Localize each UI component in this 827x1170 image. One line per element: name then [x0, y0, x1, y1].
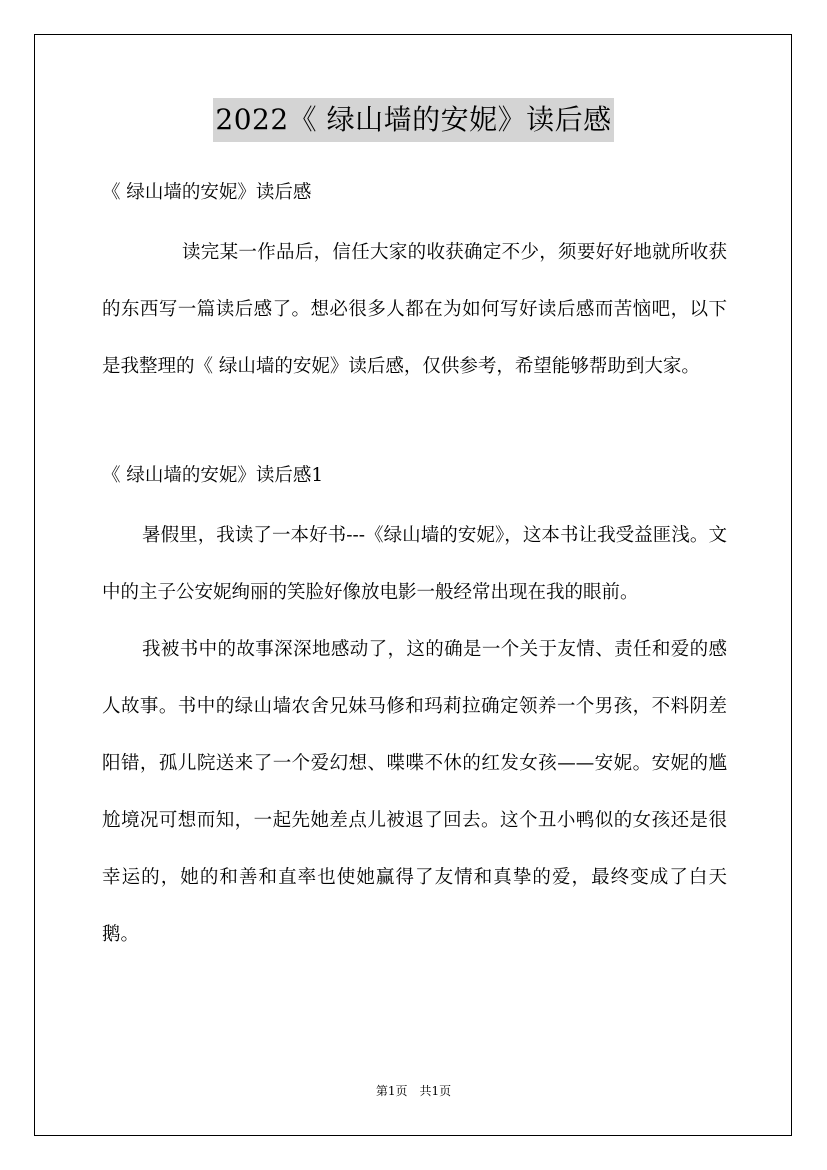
- page-footer: [0, 1083, 827, 1099]
- page-number: 第1页 共1页: [375, 1084, 452, 1098]
- spacer: [102, 395, 727, 457]
- spacer: [102, 495, 727, 507]
- spacer: [102, 212, 727, 224]
- intro-paragraph: 读完某一作品后，信任大家的收获确定不少，须要好好地就所收获的东西写一篇读后感了。想必很多人都在为如何写好读后感而苦恼吧，以下是我整理的《 绿山墙的安妮》读后感，仅供参考，希望能够帮助到大家。: [102, 242, 727, 377]
- body-paragraph: 我被书中的故事深深地感动了，这的确是一个关于友情、责任和爱的感人故事。书中的绿山墙农舍兄妹马修和玛莉拉确定领养一个男孩，不料阴差阳错，孤儿院送来了一个爱幻想、喋喋不休的红发女孩——安妮。安妮的尴尬境况可想而知，一起先她差点儿被退了回去。这个丑小鸭似的女孩还是很幸运的，她的和善和直率也使她赢得了友情和真挚的爱，最终变成了白天鹅。: [102, 639, 727, 945]
- intro-heading: 《 绿山墙的安妮》读后感: [102, 182, 312, 203]
- section-heading: 《 绿山墙的安妮》读后感1: [102, 465, 324, 486]
- document-body: [102, 174, 727, 963]
- title-container: [0, 98, 827, 142]
- document-title: 2022《 绿山墙的安妮》读后感: [213, 98, 613, 142]
- body-paragraph: 暑假里，我读了一本好书---《绿山墙的安妮》，这本书让我受益匪浅。文中的主子公安妮绚丽的笑脸好像放电影一般经常出现在我的眼前。: [102, 525, 727, 603]
